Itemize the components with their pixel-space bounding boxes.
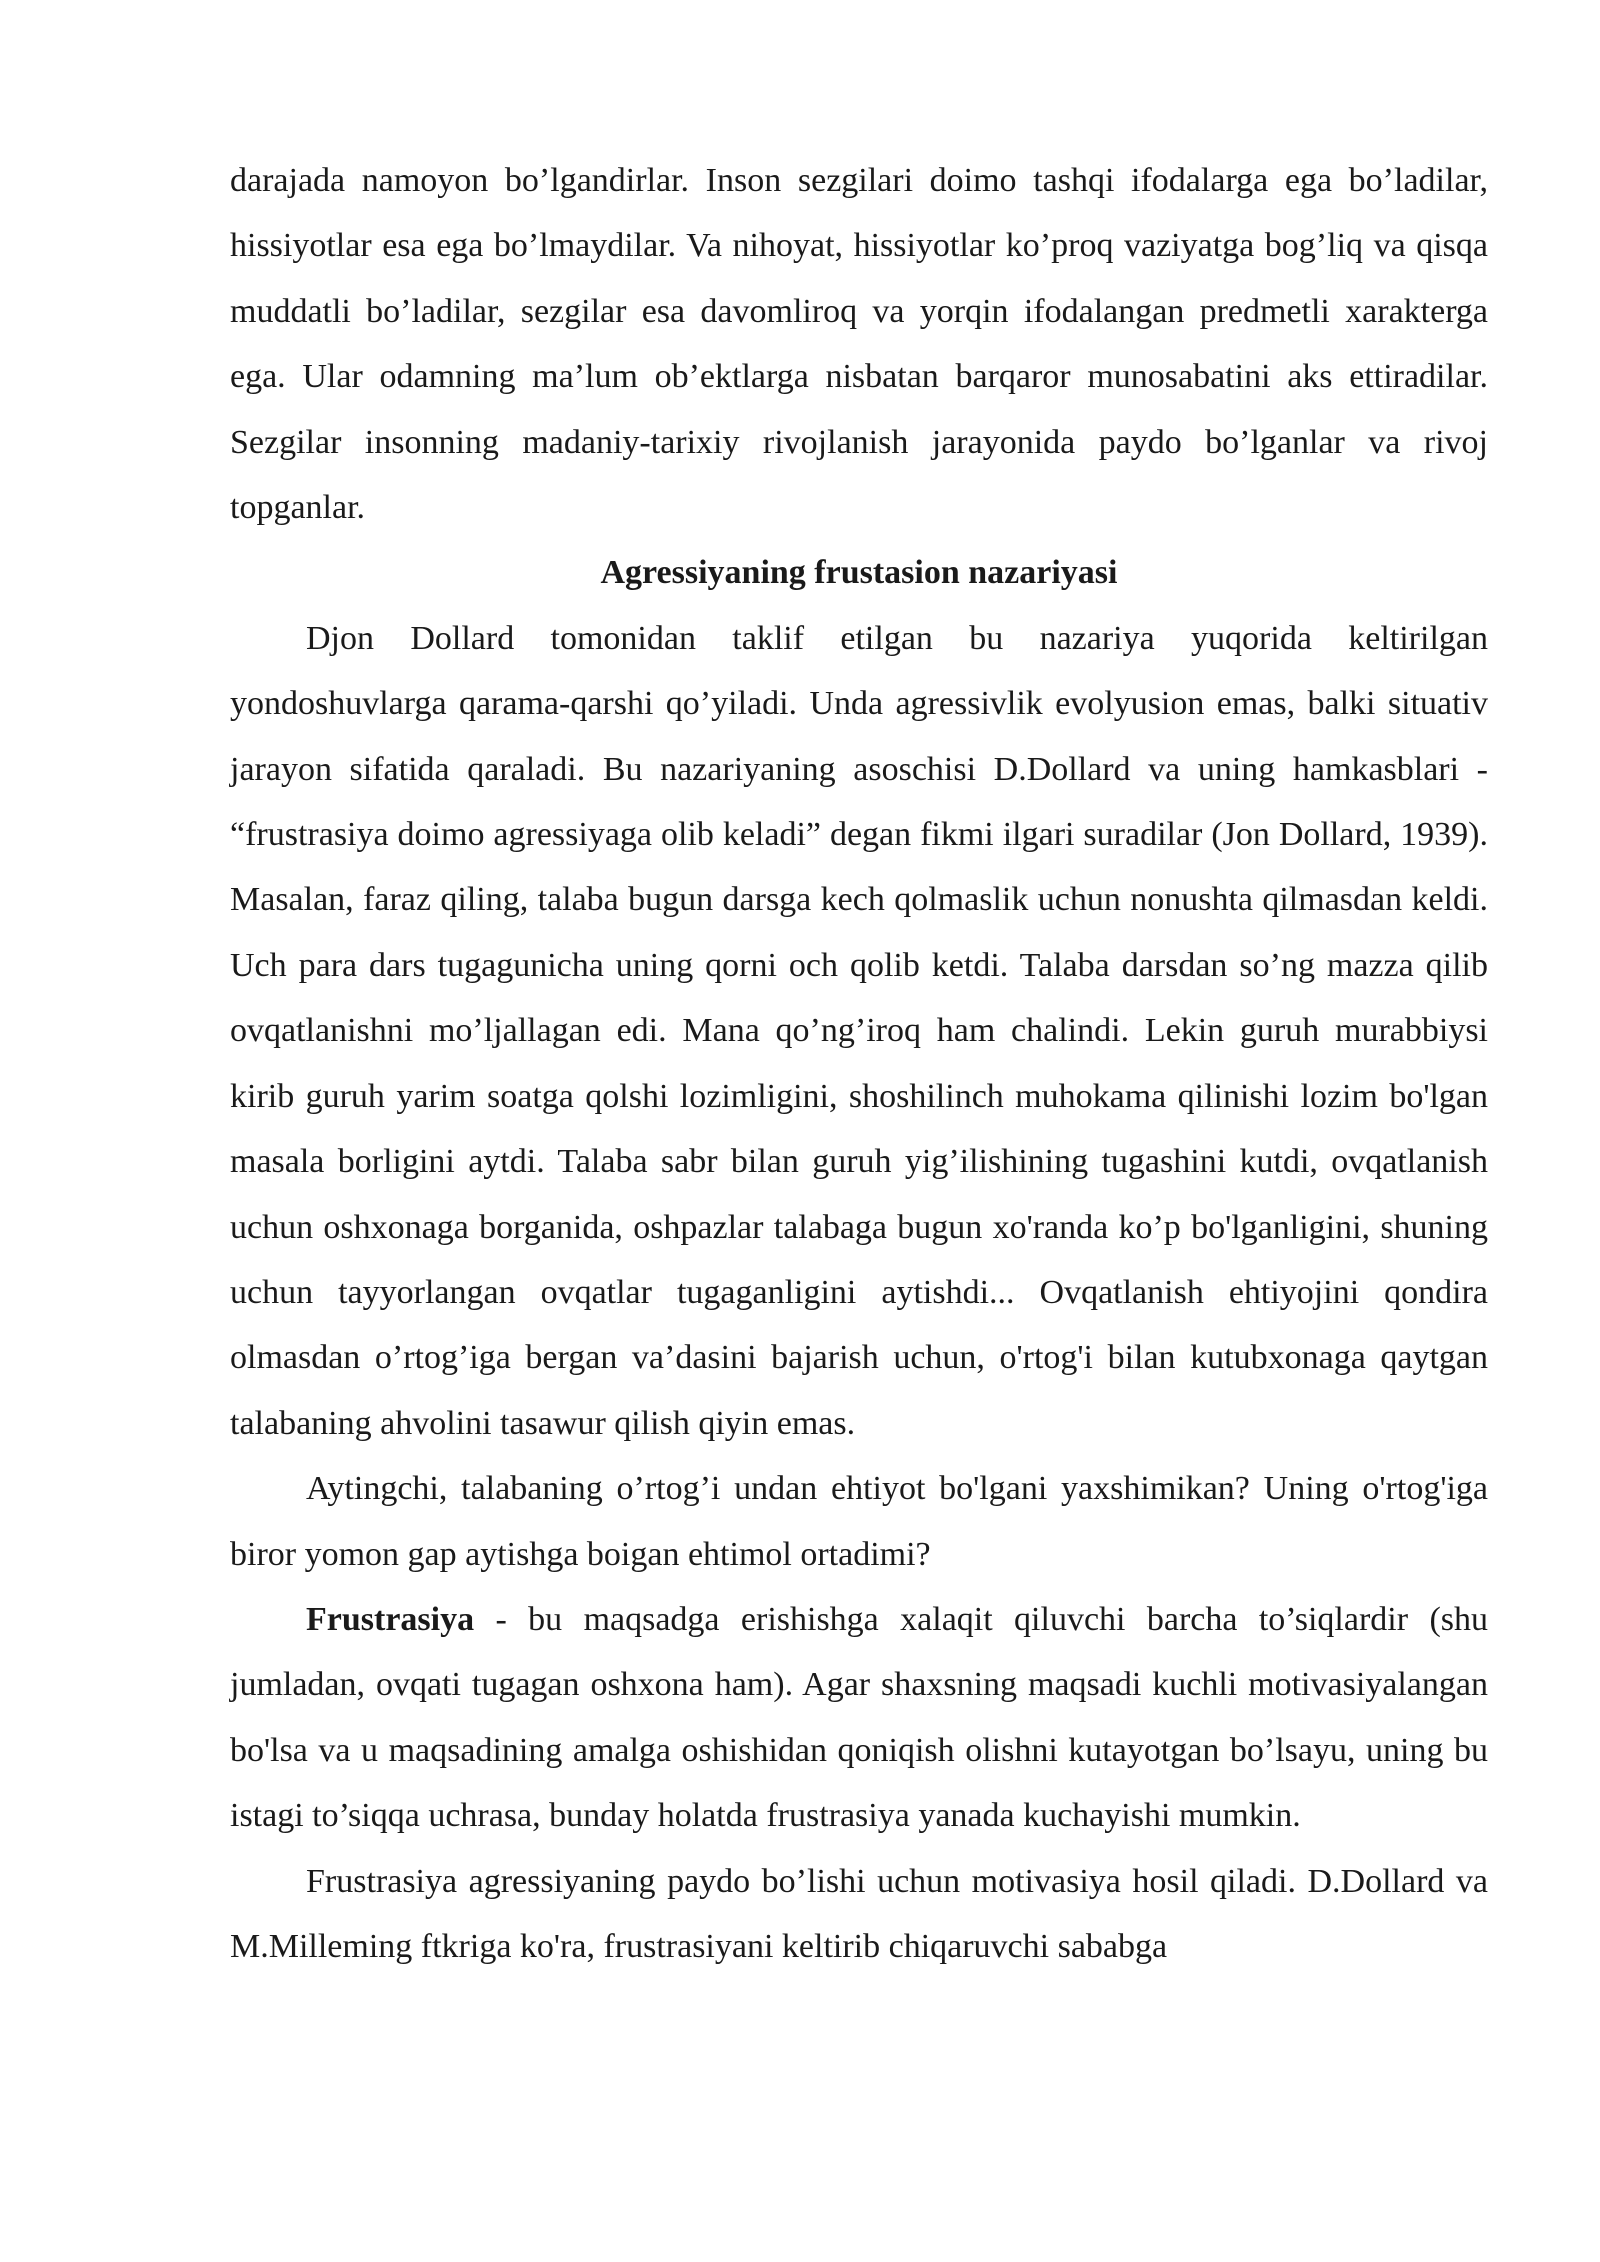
paragraph-question: Aytingchi, talabaning o’rtog’i undan ehtiyot bo'lgani yaxshimikan? Uning o'rtog'iga biror yomon gap aytishga boigan ehtimol ortadimi? [230, 1470, 1488, 1573]
paragraph-motivation: Frustrasiya agressiyaning paydo bo’lishi uchun motivasiya hosil qiladi. D.Dollard va M.Milleming ftkriga ko'ra, frustrasiyani keltirib chiqaruvchi sababga [230, 1862, 1488, 1965]
paragraph-continuation: darajada namoyon bo’lgandirlar. Inson sezgilari doimo tashqi ifodalarga ega bo’ladilar, hissiyotlar esa ega bo’lmaydilar. Va nihoyat, hissiyotlar ko’proq vaziyatga bog’liq va qisqa muddatli bo’ladilar, sezgilar esa davomliroq va yorqin ifodalangan predmetli xarakterga ega. Ular odamning ma’lum ob’ektlarga nisbatan barqaror munosabatini aks ettiradilar. Sezgilar insonning madaniy-tarixiy rivojlanish jarayonida paydo bo’lganlar va rivoj topganlar. [230, 162, 1488, 527]
definition-text: - bu maqsadga erishishga xalaqit qiluvchi barcha to’siqlardir (shu jumladan, ovqati tugagan oshxona ham). Agar shaxsning maqsadi kuchli motivasiyalangan bo'lsa va u maqsadining amalga oshishidan qoniqish olishni kutayotgan bo’lsayu, uning bu istagi to’siqqa uchrasa, bunday holatda frustrasiya yanada kuchayishi mumkin. [230, 1600, 1488, 1835]
page-content [230, 148, 1488, 1979]
term-frustrasiya: Frustrasiya [306, 1600, 475, 1638]
section-heading: Agressiyaning frustasion nazariyasi [600, 554, 1118, 592]
paragraph-frustration-definition [230, 1587, 1488, 1849]
paragraph-dollard-theory: Djon Dollard tomonidan taklif etilgan bu nazariya yuqorida keltirilgan yondoshuvlarga qarama-qarshi qo’yiladi. Unda agressivlik evolyusion emas, balki situativ jarayon sifatida qaraladi. Bu nazariyaning asoschisi D.Dollard va uning hamkasblari - “frustrasiya doimo agressiyaga olib keladi” degan fikmi ilgari suradilar (Jon Dollard, 1939). Masalan, faraz qiling, talaba bugun darsga kech qolmaslik uchun nonushta qilmasdan keldi. Uch para dars tugagunicha uning qorni och qolib ketdi. Talaba darsdan so’ng mazza qilib ovqatlanishni mo’ljallagan edi. Mana qo’ng’iroq ham chalindi. Lekin guruh murabbiysi kirib guruh yarim soatga qolshi lozimligini, shoshilinch muhokama qilinishi lozim bo'lgan masala borligini aytdi. Talaba sabr bilan guruh yig’ilishining tugashini kutdi, ovqatlanish uchun oshxonaga borganida, oshpazlar talabaga bugun xo'randa ko’p bo'lganligini, shuning uchun tayyorlangan ovqatlar tugaganligini aytishdi... Ovqatlanish ehtiyojini qondira olmasdan o’rtog’iga bergan va’dasini bajarish uchun, o'rtog'i bilan kutubxonaga qaytgan talabaning ahvolini tasawur qilish qiyin emas. [230, 619, 1488, 1442]
